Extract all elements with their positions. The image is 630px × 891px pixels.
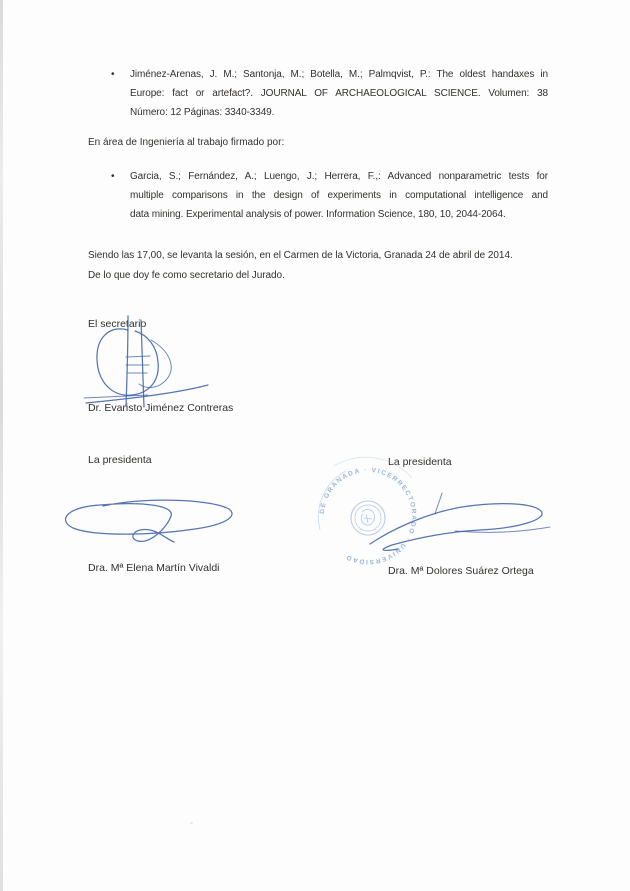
reference-1-line-2: Europe: fact or artefact?. JOURNAL OF ARCHAEOLOGICAL SCIENCE. Volumen: 38 [130, 88, 548, 99]
reference-2-line-1: Garcia, S.; Fernández, A.; Luengo, J.; Herrera, F.,: Advanced nonparametric tests for [130, 171, 548, 182]
scan-edge-shadow [0, 0, 3, 891]
president-right-name: Dra. Mª Dolores Suárez Ortega [388, 565, 534, 577]
closing-paragraph-line-2: De lo que doy fe como secretario del Jurado. [88, 270, 285, 281]
reference-2-line-3: data mining. Experimental analysis of power. Information Science, 180, 10, 2044-2064. [130, 209, 506, 220]
reference-item-2 [130, 167, 548, 224]
stamp-ring-text: DE GRANADA · VICERRECTORADO · UNIVERSIDAD [318, 466, 418, 566]
closing-paragraph-line-1: Siendo las 17,00, se levanta la sesión, en el Carmen de la Victoria, Granada 24 de abril de 2014. [88, 250, 513, 261]
stamp-crest [361, 510, 374, 526]
secretary-role-label: El secretario [88, 318, 147, 330]
signature-strokes [370, 493, 550, 550]
reference-item-1 [130, 65, 548, 122]
scan-speck [190, 822, 193, 824]
bullet-icon: • [111, 171, 115, 182]
president-left-role-label: La presidenta [88, 454, 152, 466]
stamp-emblem-ring [351, 501, 385, 535]
president-right-signature [352, 486, 557, 554]
president-left-name: Dra. Mª Elena Martín Vivaldi [88, 562, 220, 574]
president-right-role-label: La presidenta [388, 456, 452, 468]
secretary-name: Dr. Evaristo Jiménez Contreras [88, 402, 234, 414]
reference-2-line-2: multiple comparisons in the design of experiments in computational intelligence and [130, 190, 548, 201]
reference-1-line-1: Jiménez-Arenas, J. M.; Santonja, M.; Botella, M.; Palmqvist, P.: The oldest handaxes in [130, 69, 548, 80]
bullet-icon: • [111, 69, 115, 80]
signature-stroke [66, 500, 233, 542]
area-divider-text: En área de Ingeniería al trabajo firmado por: [88, 137, 285, 148]
president-left-signature [55, 492, 250, 554]
reference-1-line-3: Número: 12 Páginas: 3340-3349. [130, 107, 275, 118]
stamp-emblem-inner-ring [355, 505, 381, 531]
stamp-outer-arc [318, 471, 346, 530]
